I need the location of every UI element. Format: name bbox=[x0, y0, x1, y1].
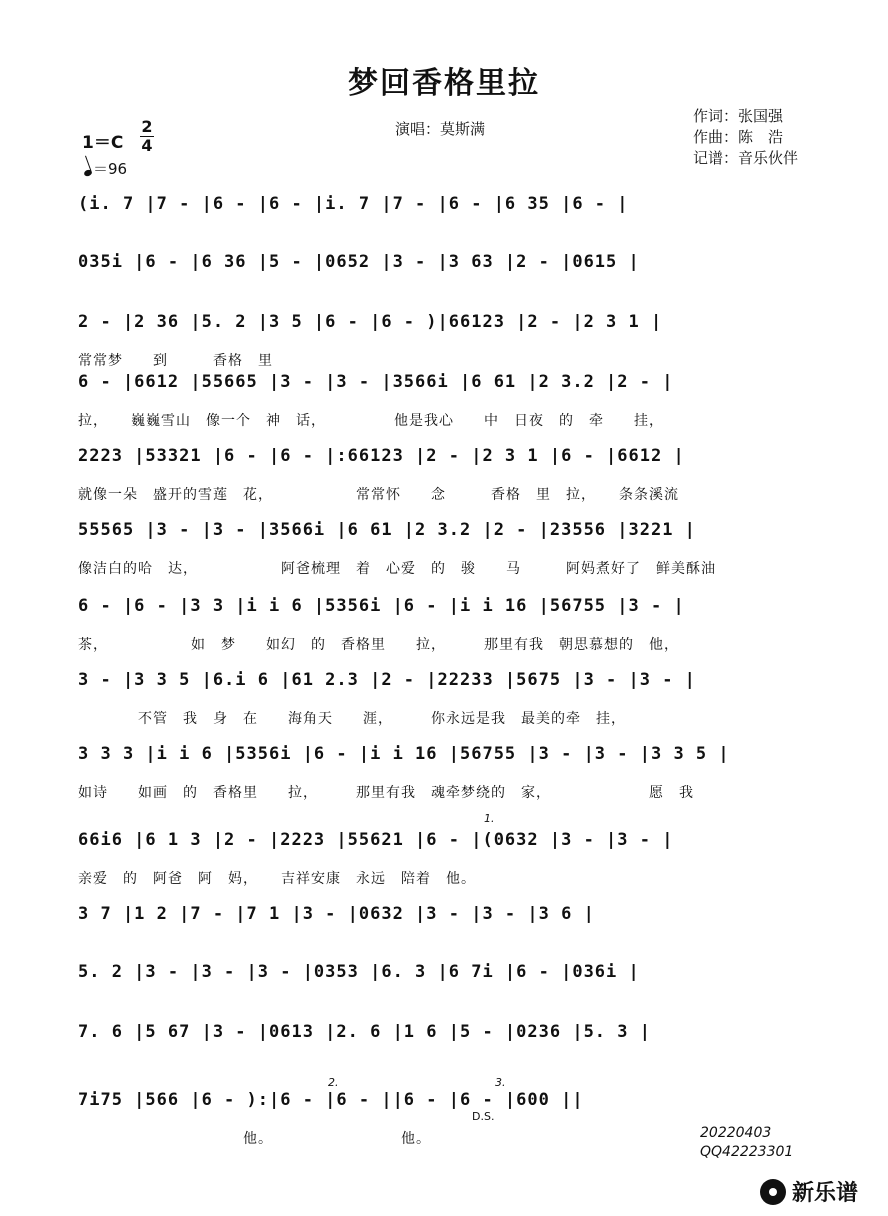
score-system bbox=[78, 958, 818, 992]
score-system bbox=[78, 248, 818, 282]
credits bbox=[693, 106, 798, 169]
notes-line: 3 - |3 3 5 |6.i 6 |61 2.3 |2 - |22233 |5675 |3 - |3 - | bbox=[78, 670, 696, 690]
lyrics-line: 像洁白的哈 达， 阿爸梳理 着 心爱 的 骏 马 阿妈煮好了 鲜美酥油 bbox=[78, 561, 716, 577]
tempo-value: ＝96 bbox=[93, 160, 128, 178]
score-system bbox=[78, 826, 818, 887]
notes-line: 55565 |3 - |3 - |3566i |6 61 |2 3.2 |2 - |23556 |3221 | bbox=[78, 520, 696, 540]
record-disc-icon bbox=[760, 1179, 786, 1205]
notes-line: 035i |6 - |6 36 |5 - |0652 |3 - |3 63 |2 - |0615 | bbox=[78, 252, 640, 272]
qq-text: QQ42223301 bbox=[700, 1144, 794, 1160]
score-system bbox=[78, 1018, 818, 1052]
score-system bbox=[78, 740, 818, 801]
volta-3-label: 3. bbox=[495, 1076, 506, 1089]
quarter-note-icon bbox=[83, 169, 93, 177]
lyrics-line: 如诗 如画 的 香格里 拉， 那里有我 魂牵梦绕的 家， 愿 我 bbox=[78, 785, 694, 801]
notes-line: 5. 2 |3 - |3 - |3 - |0353 |6. 3 |6 7i |6 - |036i | bbox=[78, 962, 640, 982]
notes-line: 6 - |6612 |55665 |3 - |3 - |3566i |6 61 |2 3.2 |2 - | bbox=[78, 372, 674, 392]
composer-credit: 作曲：陈 浩 bbox=[693, 128, 784, 146]
notes-line: 6 - |6 - |3 3 |i i 6 |5356i |6 - |i i 16 |56755 |3 - | bbox=[78, 596, 685, 616]
notes-line: 2 - |2 36 |5. 2 |3 5 |6 - |6 - )|66123 |2 - |2 3 1 | bbox=[78, 312, 663, 332]
volta-2-label: 2. bbox=[328, 1076, 339, 1089]
lyrics-line: 常常梦 到 香格 里 bbox=[78, 353, 273, 369]
date-text: 20220403 bbox=[700, 1125, 772, 1141]
lyrics-line: 不管 我 身 在 海角天 涯， 你永远是我 最美的牵 挂， bbox=[78, 711, 626, 727]
time-signature bbox=[140, 118, 154, 155]
score-system bbox=[78, 516, 818, 577]
time-signature-bottom: 4 bbox=[141, 136, 153, 155]
lyrics-line: 亲爱 的 阿爸 阿 妈， 吉祥安康 永远 陪着 他。 bbox=[78, 871, 476, 887]
notes-line: 3 7 |1 2 |7 - |7 1 |3 - |0632 |3 - |3 - |3 6 | bbox=[78, 904, 595, 924]
singer-credit: 演唱：莫斯满 bbox=[395, 120, 486, 138]
lyricist-credit: 作词：张国强 bbox=[693, 107, 784, 125]
logo-text: 新乐谱 bbox=[792, 1181, 859, 1206]
score-system bbox=[78, 190, 818, 224]
score-system bbox=[78, 900, 818, 934]
score-system bbox=[78, 666, 818, 727]
tempo-marking bbox=[84, 158, 127, 179]
notes-line: 2223 |53321 |6 - |6 - |:66123 |2 - |2 3 1 |6 - |6612 | bbox=[78, 446, 685, 466]
score-system bbox=[78, 308, 818, 369]
notes-line: 3 3 3 |i i 6 |5356i |6 - |i i 16 |56755 |3 - |3 - |3 3 5 | bbox=[78, 744, 730, 764]
score-system bbox=[78, 368, 818, 429]
date-stamp bbox=[700, 1124, 793, 1162]
score-title: 梦回香格里拉 bbox=[348, 66, 540, 101]
lyrics-line: 就像一朵 盛开的雪莲 花， 常常怀 念 香格 里 拉， 条条溪流 bbox=[78, 487, 679, 503]
transcriber-credit: 记谱：音乐伙伴 bbox=[693, 149, 799, 167]
time-signature-top: 2 bbox=[141, 117, 153, 136]
lyrics-line: 他。 他。 bbox=[78, 1131, 431, 1147]
score-system bbox=[78, 592, 818, 653]
notes-line: 66i6 |6 1 3 |2 - |2223 |55621 |6 - |(0632 |3 - |3 - | bbox=[78, 830, 674, 850]
lyrics-line: 拉， 巍巍雪山 像一个 神 话， 他是我心 中 日夜 的 牵 挂， bbox=[78, 413, 664, 429]
notes-line: 7. 6 |5 67 |3 - |0613 |2. 6 |1 6 |5 - |0236 |5. 3 | bbox=[78, 1022, 651, 1042]
ds-mark: D.S. bbox=[472, 1110, 495, 1123]
score-system bbox=[78, 442, 818, 503]
notes-line: 7i75 |566 |6 - ):|6 - |6 - ||6 - |6 - |600 || bbox=[78, 1090, 584, 1110]
lyrics-line: 茶， 如 梦 如幻 的 香格里 拉， 那里有我 朝思慕想的 他， bbox=[78, 637, 679, 653]
key-signature: 1＝C bbox=[82, 133, 124, 153]
site-logo bbox=[760, 1176, 858, 1207]
volta-1-label: 1. bbox=[484, 812, 495, 825]
notes-line: (i. 7 |7 - |6 - |6 - |i. 7 |7 - |6 - |6 35 |6 - | bbox=[78, 194, 629, 214]
